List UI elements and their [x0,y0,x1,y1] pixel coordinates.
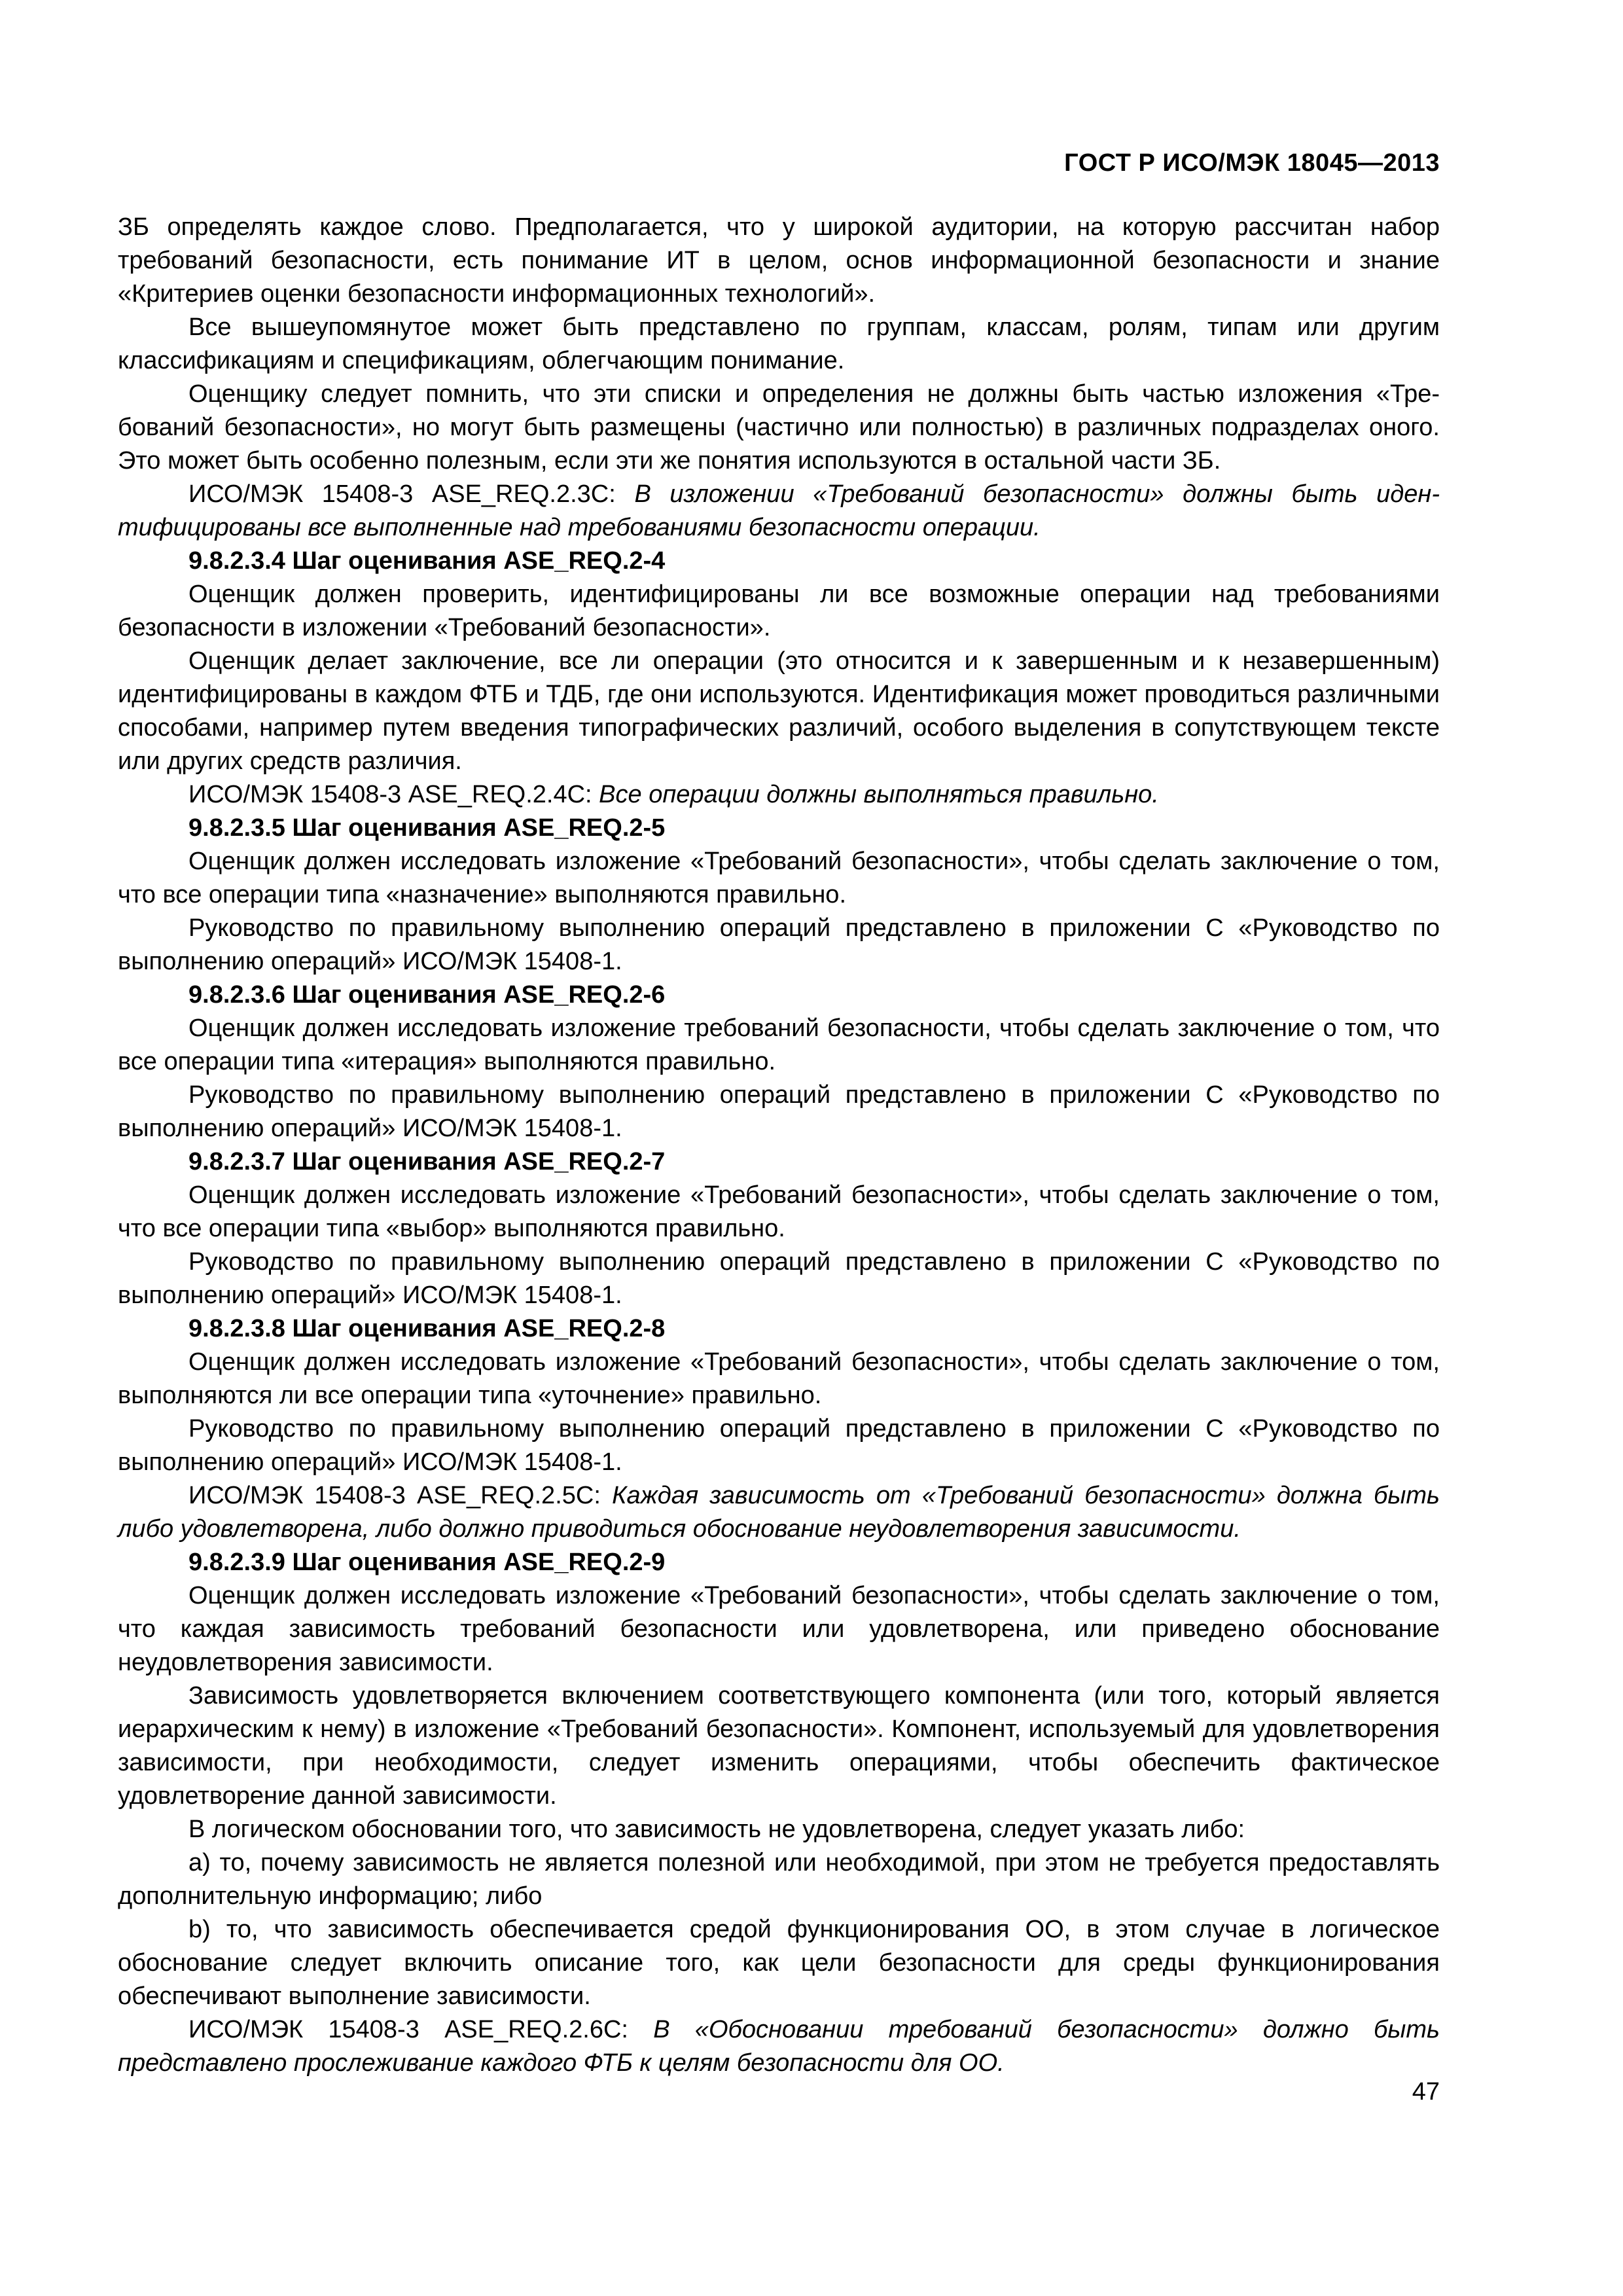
paragraph: В логическом обосновании того, что зависимость не удовлетворена, следует указать либо: [188,1816,1245,1843]
standard-reference-paragraph [118,478,1440,545]
list-item: b) то, что зависимость обеспечивается средой функционирования ОО, в этом случае в логическое обоснование следует включить описание того, как цели безопасности для среды функционирования обеспечивают выполнение зависимости. [118,1916,1440,2010]
section-heading: 9.8.2.3.9 Шаг оценивания ASE_REQ.2-9 [188,1549,666,1576]
paragraph: Оценщику следует помнить, что эти списки и определения не должны быть частью изложения «Требований безопасности», но могут быть размещены (частично или полностью) в различных подразделах оного. Это может быть особенно полезным, если эти же понятия используются в остальной части ЗБ. [118,380,1440,475]
paragraph: Руководство по правильному выполнению операций представлено в приложении С «Руководство по выполнению операций» ИСО/МЭК 15408-1. [118,1081,1440,1142]
standard-reference: ИСО/МЭК 15408-3 ASE_REQ.2.3С: [188,480,635,508]
page-number: 47 [1412,2078,1440,2106]
paragraph: Руководство по правильному выполнению операций представлено в приложении С «Руководство по выполнению операций» ИСО/МЭК 15408-1. [118,1248,1440,1309]
paragraph: Оценщик должен исследовать изложение «Требований безопасности», чтобы сделать заключение о том, что все операции типа «выбор» выполняются правильно. [118,1181,1440,1242]
section-heading: 9.8.2.3.7 Шаг оценивания ASE_REQ.2-7 [188,1148,666,1175]
paragraph: Оценщик должен исследовать изложение «Требований безопасности», чтобы сделать заключение о том, выполняются ли все операции типа «уточнение» правильно. [118,1348,1440,1409]
paragraph: Оценщик должен проверить, идентифицированы ли все возможные операции над требованиями безопасности в изложении «Требований безопасности». [118,581,1440,641]
paragraph: Все вышеупомянутое может быть представлено по группам, классам, ролям, типам или другим классификациям и спецификациям, облегчающим понимание. [118,314,1440,374]
section-heading: 9.8.2.3.5 Шаг оценивания ASE_REQ.2-5 [188,814,666,842]
section-heading: 9.8.2.3.6 Шаг оценивания ASE_REQ.2-6 [188,981,666,1009]
section-heading: 9.8.2.3.8 Шаг оценивания ASE_REQ.2-8 [188,1315,666,1342]
paragraph: Оценщик должен исследовать изложение «Требований безопасности», чтобы сделать заключение о том, что все операции типа «назначение» выполняются правильно. [118,848,1440,908]
requirement-text: Все операции должны выполняться правильно. [599,781,1159,808]
requirement-text: В «Обосновании требований безопасности» должно быть представлено прослеживание каждого ФТБ к целям безопасности для ОО. [118,2016,1440,2077]
list-item: a) то, почему зависимость не является полезной или необходимой, при этом не требуется предоставлять дополнительную информацию; либо [118,1849,1440,1910]
standard-reference: ИСО/МЭК 15408-3 ASE_REQ.2.5С: [188,1482,613,1509]
paragraph: Оценщик должен исследовать изложение «Требований безопасности», чтобы сделать заключение о том, что каждая зависимость требований безопасности или удовлетворена, или приведено обоснование неудовлетворения зависимости. [118,1582,1440,1676]
section-heading: 9.8.2.3.4 Шаг оценивания ASE_REQ.2-4 [188,547,666,575]
paragraph: Оценщик должен исследовать изложение требований безопасности, чтобы сделать заключение о том, что все операции типа «итерация» выполняются правильно. [118,1014,1440,1075]
requirement-text: В изложении «Требований безопасности» должны быть идентифицированы все выполненные над требованиями безопасности операции. [118,480,1440,541]
paragraph: Руководство по правильному выполнению операций представлено в приложении С «Руководство по выполнению операций» ИСО/МЭК 15408-1. [118,914,1440,975]
document-body [118,211,1440,2080]
standard-reference: ИСО/МЭК 15408-3 ASE_REQ.2.4С: [188,781,599,808]
requirement-text: Каждая зависимость от «Требований безопасности» должна быть либо удовлетворена, либо должно приводиться обоснование неудовлетворения зависимости. [118,1482,1440,1543]
paragraph: Зависимость удовлетворяется включением соответствующего компонента (или того, который является иерархическим к нему) в изложение «Требований безопасности». Компонент, используемый для удовлетворения зависимости, при необходимости, следует изменить операциями, чтобы обеспечить фактическое удовлетворение данной зависимости. [118,1682,1440,1810]
paragraph: ЗБ определять каждое слово. Предполагается, что у широкой аудитории, на которую рассчитан набор требований безопасности, есть понимание ИТ в целом, основ информационной безопасности и знание «Критериев оценки безопасности информационных технологий». [118,213,1440,308]
document-header: ГОСТ Р ИСО/МЭК 18045—2013 [1064,149,1440,177]
standard-reference-paragraph [118,1479,1440,1546]
standard-reference-paragraph [118,778,1440,812]
standard-reference-paragraph [118,2013,1440,2080]
standard-reference: ИСО/МЭК 15408-3 ASE_REQ.2.6С: [188,2016,654,2043]
paragraph: Руководство по правильному выполнению операций представлено в приложении С «Руководство по выполнению операций» ИСО/МЭК 15408-1. [118,1415,1440,1476]
paragraph: Оценщик делает заключение, все ли операции (это относится и к завершенным и к незавершенным) идентифицированы в каждом ФТБ и ТДБ, где они используются. Идентификация может проводиться различными способами, например путем введения типографических различий, особого выделения в сопутствующем тексте или других средств различия. [118,647,1440,775]
